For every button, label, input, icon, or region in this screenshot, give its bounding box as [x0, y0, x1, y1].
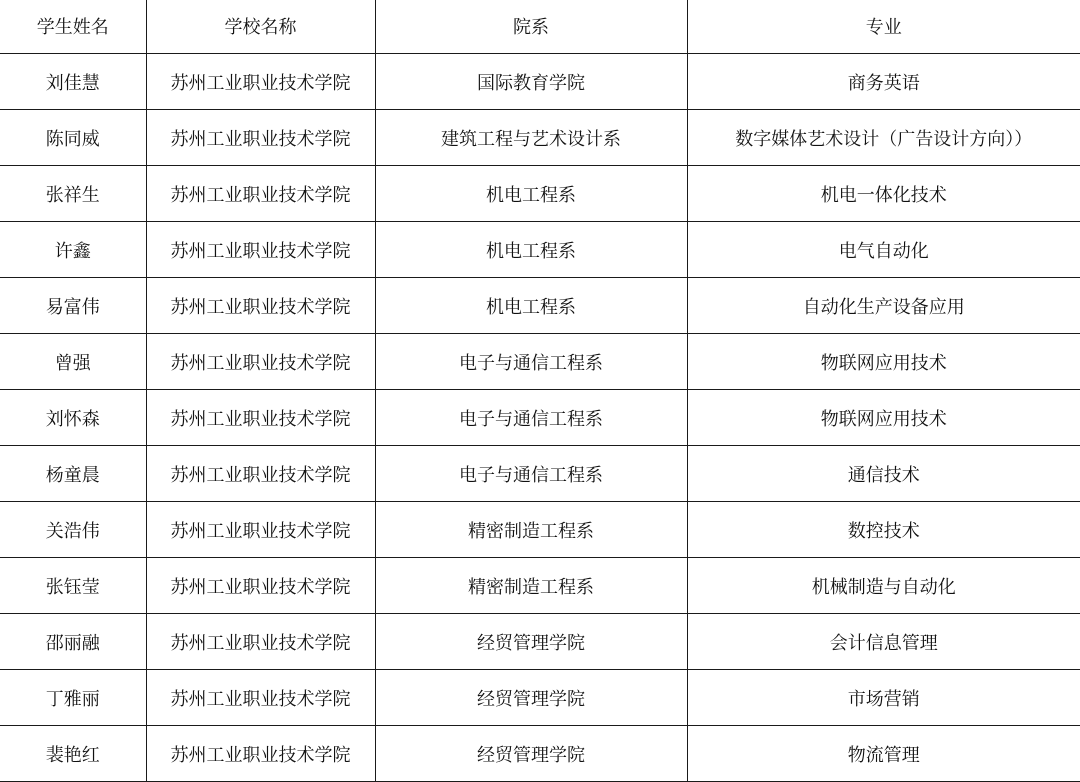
cell-student-name: 邵丽融 [0, 614, 146, 670]
cell-school-name: 苏州工业职业技术学院 [146, 614, 375, 670]
table-row [0, 110, 1080, 166]
cell-student-name: 许鑫 [0, 222, 146, 278]
cell-major: 物联网应用技术 [687, 390, 1080, 446]
header-school-name: 学校名称 [146, 0, 375, 54]
header-department: 院系 [375, 0, 687, 54]
cell-school-name: 苏州工业职业技术学院 [146, 670, 375, 726]
cell-major: 物流管理 [687, 726, 1080, 782]
table-row [0, 278, 1080, 334]
cell-school-name: 苏州工业职业技术学院 [146, 446, 375, 502]
cell-department: 经贸管理学院 [375, 670, 687, 726]
table-row [0, 670, 1080, 726]
cell-school-name: 苏州工业职业技术学院 [146, 390, 375, 446]
cell-student-name: 裴艳红 [0, 726, 146, 782]
table-row [0, 502, 1080, 558]
cell-major: 机械制造与自动化 [687, 558, 1080, 614]
cell-student-name: 刘佳慧 [0, 54, 146, 110]
cell-department: 电子与通信工程系 [375, 390, 687, 446]
cell-major: 会计信息管理 [687, 614, 1080, 670]
cell-major: 机电一体化技术 [687, 166, 1080, 222]
table-body [0, 54, 1080, 782]
cell-department: 建筑工程与艺术设计系 [375, 110, 687, 166]
cell-department: 电子与通信工程系 [375, 446, 687, 502]
cell-department: 机电工程系 [375, 222, 687, 278]
cell-school-name: 苏州工业职业技术学院 [146, 334, 375, 390]
cell-student-name: 刘怀森 [0, 390, 146, 446]
cell-major: 通信技术 [687, 446, 1080, 502]
table-row [0, 558, 1080, 614]
cell-major: 商务英语 [687, 54, 1080, 110]
table-row [0, 334, 1080, 390]
header-student-name: 学生姓名 [0, 0, 146, 54]
cell-school-name: 苏州工业职业技术学院 [146, 726, 375, 782]
table-header [0, 0, 1080, 54]
cell-department: 机电工程系 [375, 278, 687, 334]
cell-department: 经贸管理学院 [375, 614, 687, 670]
cell-department: 电子与通信工程系 [375, 334, 687, 390]
cell-department: 机电工程系 [375, 166, 687, 222]
cell-school-name: 苏州工业职业技术学院 [146, 110, 375, 166]
table-row [0, 166, 1080, 222]
cell-student-name: 陈同威 [0, 110, 146, 166]
table-row [0, 390, 1080, 446]
cell-school-name: 苏州工业职业技术学院 [146, 558, 375, 614]
cell-student-name: 张祥生 [0, 166, 146, 222]
cell-major: 电气自动化 [687, 222, 1080, 278]
cell-department: 精密制造工程系 [375, 502, 687, 558]
header-row [0, 0, 1080, 54]
cell-major: 自动化生产设备应用 [687, 278, 1080, 334]
cell-major: 物联网应用技术 [687, 334, 1080, 390]
cell-department: 国际教育学院 [375, 54, 687, 110]
cell-school-name: 苏州工业职业技术学院 [146, 54, 375, 110]
cell-student-name: 丁雅丽 [0, 670, 146, 726]
cell-major: 数字媒体艺术设计（广告设计方向）） [687, 110, 1080, 166]
cell-major: 数控技术 [687, 502, 1080, 558]
cell-student-name: 易富伟 [0, 278, 146, 334]
cell-student-name: 杨童晨 [0, 446, 146, 502]
cell-student-name: 关浩伟 [0, 502, 146, 558]
cell-school-name: 苏州工业职业技术学院 [146, 278, 375, 334]
cell-major: 市场营销 [687, 670, 1080, 726]
header-major: 专业 [687, 0, 1080, 54]
table-row [0, 726, 1080, 782]
cell-student-name: 张钰莹 [0, 558, 146, 614]
cell-school-name: 苏州工业职业技术学院 [146, 222, 375, 278]
cell-school-name: 苏州工业职业技术学院 [146, 502, 375, 558]
cell-school-name: 苏州工业职业技术学院 [146, 166, 375, 222]
table-row [0, 446, 1080, 502]
cell-department: 精密制造工程系 [375, 558, 687, 614]
table-row [0, 614, 1080, 670]
cell-department: 经贸管理学院 [375, 726, 687, 782]
table-row [0, 54, 1080, 110]
table-row [0, 222, 1080, 278]
cell-student-name: 曾强 [0, 334, 146, 390]
